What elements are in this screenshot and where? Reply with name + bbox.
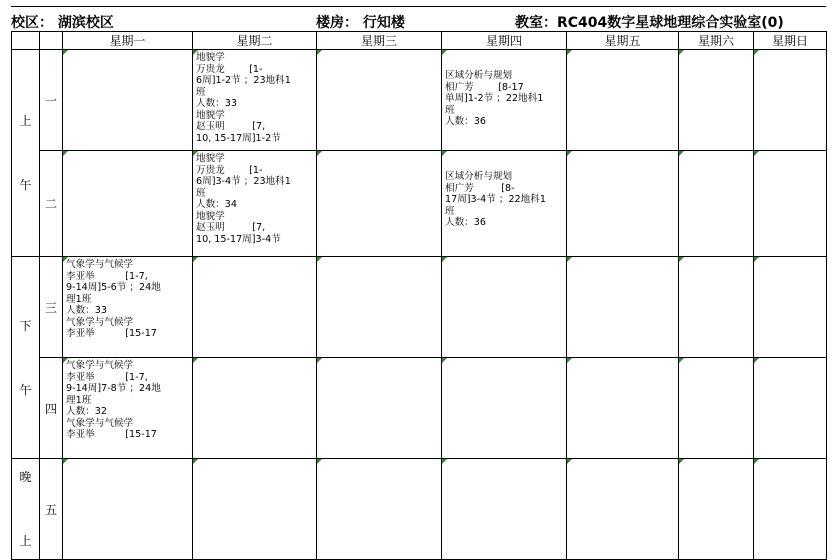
- course-entry: 气象学与气候学 李亚举 [1-7, 9-14周]5-6节 ；24地 理1班 人数：33 气象学与气候学 李亚举 [15-17: [66, 259, 161, 339]
- cell-p3-mon[interactable]: [63, 257, 193, 358]
- course-entry: 地貌学 万贵龙 [1- 6周]3-4节 ；23地科1 班 人数：34 地貌学 赵玉明 [7, 10, 15-17周]3-4节: [196, 153, 291, 245]
- cell-p5-fri[interactable]: [567, 459, 679, 560]
- cell-p5-sat[interactable]: [679, 459, 754, 560]
- room-label: 教室：RC404数字星球地理综合实验室(0): [515, 15, 784, 31]
- day-header: 星期日: [754, 32, 827, 50]
- cell-p1-sun[interactable]: [754, 50, 827, 151]
- period-label-4: [40, 358, 63, 459]
- cell-p4-sun[interactable]: [754, 358, 827, 459]
- period-number: 四: [44, 401, 57, 416]
- period-row-3: [12, 257, 827, 358]
- day-header: 星期一: [63, 32, 193, 50]
- cell-p2-thu[interactable]: [442, 151, 567, 257]
- period-number: 五: [44, 502, 57, 517]
- day-header: 星期五: [567, 32, 679, 50]
- period-row-4: [12, 358, 827, 459]
- period-number: 二: [44, 197, 57, 211]
- campus-label: 校区： 湖滨校区: [11, 15, 114, 31]
- cell-p4-thu[interactable]: [442, 358, 567, 459]
- day-header: 星期二: [193, 32, 317, 50]
- cell-p4-tue[interactable]: [193, 358, 317, 459]
- period-number: 三: [44, 300, 57, 315]
- day-header: 星期三: [317, 32, 442, 50]
- cell-p1-wed[interactable]: [317, 50, 442, 151]
- period-label-3: [40, 257, 63, 358]
- day-header: 星期六: [679, 32, 754, 50]
- period-label-5: [40, 459, 63, 560]
- cell-p1-tue[interactable]: [193, 50, 317, 151]
- cell-p2-sun[interactable]: [754, 151, 827, 257]
- course-entry: 地貌学 万贵龙 [1- 6周]1-2节 ；23地科1 班 人数：33 地貌学 赵玉明 [7, 10, 15-17周]1-2节: [196, 52, 291, 144]
- course-entry: 区域分析与规划 相广芳 [8- 17周]3-4节 ；22地科1 班 人数：36: [445, 171, 546, 228]
- cell-p5-thu[interactable]: [442, 459, 567, 560]
- cell-p3-wed[interactable]: [317, 257, 442, 358]
- period-row-5: [12, 459, 827, 560]
- cell-p2-fri[interactable]: [567, 151, 679, 257]
- course-entry: 气象学与气候学 李亚举 [1-7, 9-14周]7-8节 ；24地 理1班 人数：32 气象学与气候学 李亚举 [15-17: [66, 360, 161, 440]
- cell-p4-wed[interactable]: [317, 358, 442, 459]
- cell-p1-thu[interactable]: [442, 50, 567, 151]
- session-afternoon: 下 午: [12, 257, 40, 459]
- cell-p5-tue[interactable]: [193, 459, 317, 560]
- cell-p2-sat[interactable]: [679, 151, 754, 257]
- timetable: [11, 31, 827, 560]
- session-morning: 上 午: [12, 50, 40, 257]
- course-entry: 区域分析与规划 相广芳 [8-17 单周]1-2节 ；22地科1 班 人数：36: [445, 70, 544, 127]
- cell-p4-fri[interactable]: [567, 358, 679, 459]
- period-number: 一: [44, 93, 57, 108]
- cell-p2-wed[interactable]: [317, 151, 442, 257]
- cell-p3-tue[interactable]: [193, 257, 317, 358]
- cell-p3-thu[interactable]: [442, 257, 567, 358]
- period-label-1: [40, 50, 63, 151]
- day-header-row: [12, 32, 827, 50]
- period-label-2: [40, 151, 63, 257]
- cell-p2-mon[interactable]: [63, 151, 193, 257]
- cell-p1-mon[interactable]: [63, 50, 193, 151]
- cell-p4-sat[interactable]: [679, 358, 754, 459]
- cell-p2-tue[interactable]: [193, 151, 317, 257]
- header-bar: [11, 6, 826, 33]
- corner-blank: [12, 32, 40, 50]
- cell-p5-sun[interactable]: [754, 459, 827, 560]
- building-label: 楼房： 行知楼: [316, 15, 405, 31]
- cell-p1-sat[interactable]: [679, 50, 754, 151]
- cell-p1-fri[interactable]: [567, 50, 679, 151]
- cell-p3-sun[interactable]: [754, 257, 827, 358]
- cell-p5-mon[interactable]: [63, 459, 193, 560]
- period-row-2: [12, 151, 827, 257]
- corner-blank-2: [40, 32, 63, 50]
- cell-p4-mon[interactable]: [63, 358, 193, 459]
- cell-p3-sat[interactable]: [679, 257, 754, 358]
- cell-p5-wed[interactable]: [317, 459, 442, 560]
- cell-p3-fri[interactable]: [567, 257, 679, 358]
- session-evening: 晚 上: [12, 459, 40, 560]
- period-row-1: [12, 50, 827, 151]
- day-header: 星期四: [442, 32, 567, 50]
